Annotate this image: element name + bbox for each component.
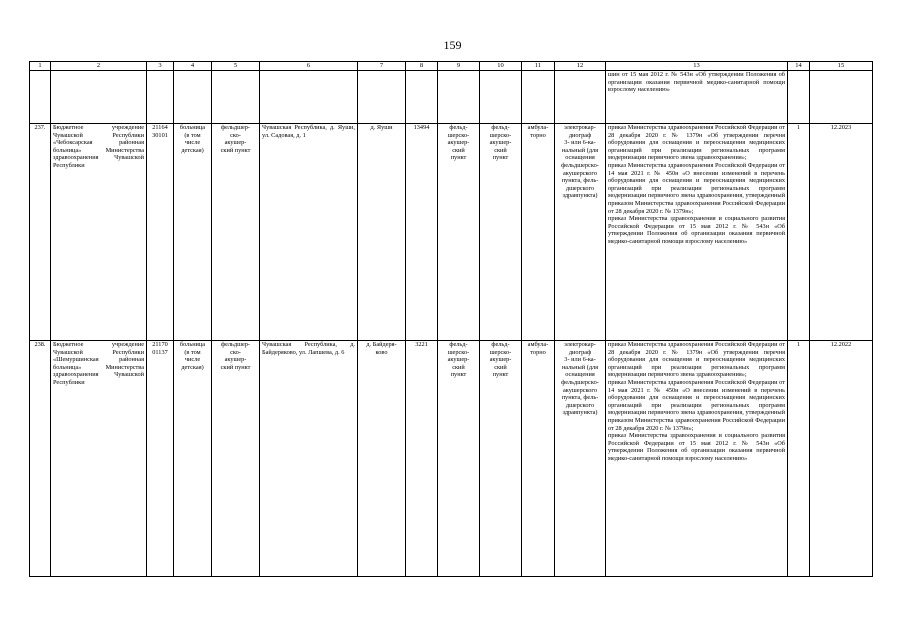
col-header-10: 10: [480, 62, 522, 71]
organization-type: больница (в том числе детская): [174, 124, 212, 341]
care-conditions: амбула- торно: [522, 341, 555, 577]
row-number: 237.: [30, 124, 51, 341]
col-header-4: 4: [174, 62, 212, 71]
col-header-2: 2: [51, 62, 147, 71]
col-header-12: 12: [555, 62, 606, 71]
unit-type: фельдшер- ско- акушер- ский пункт: [212, 124, 260, 341]
organization-type: больница (в том числе детская): [174, 341, 212, 577]
delivery-date: 12.2022: [810, 341, 873, 577]
address: Чувашская Республика, д. Байдеряково, ул. Лапшева, д. 6: [260, 341, 358, 577]
col-header-9: 9: [438, 62, 480, 71]
unit-profile: фельд- шерско- акушер- ский пункт: [480, 124, 522, 341]
legal-basis: приказ Министерства здравоохранения Российской Федерации от 28 декабря 2020 г. № 1379н «Об утверждении перечня оборудования для оснащения и переоснащения медицинских организаций при реализации региональных программ модернизации первичного звена здравоохранения»; приказ Министерства здравоохранения Российской Федерации от 14 мая 2021 г. № 450н «О внесении изменений в перечень оборудования для оснащения и переоснащения медицинских организаций при реализации региональных программ модернизации первичного звена здравоохранения, утвержденный приказом Министерства здравоохранения Российской Федерации от 28 декабря 2020 г. № 1379н»; приказ Министерства здравоохранения и социального развития Российской Федерации от 15 мая 2012 г. № 543н «Об утверждении Положения об организации оказания первичной медико-санитарной помощи взрослому населению»: [606, 124, 788, 341]
continuation-row: [30, 71, 873, 124]
page-number: 159: [443, 38, 462, 52]
col-header-5: 5: [212, 62, 260, 71]
col-header-11: 11: [522, 62, 555, 71]
table-row: [30, 341, 873, 577]
quantity: 1: [788, 124, 810, 341]
col-header-6: 6: [260, 62, 358, 71]
settlement: д. Байдеря- ково: [358, 341, 406, 577]
table-row: [30, 124, 873, 341]
col-header-1: 1: [30, 62, 51, 71]
organization-name: Бюджетное учреждение Чувашской Республики «Чебоксарская районная больница» Министерства здравоохранения Чувашской Республики: [51, 124, 147, 341]
column-number-row: [30, 62, 873, 71]
organization-code: 21170 01137: [147, 341, 174, 577]
address: Чувашская Республика, д. Яуши, ул. Садовая, д. 1: [260, 124, 358, 341]
settlement: д. Яуши: [358, 124, 406, 341]
unit-kind: фельд- шерско- акушер- ский пункт: [438, 124, 480, 341]
unit-type: фельдшер- ско- акушер- ский пункт: [212, 341, 260, 577]
equipment: электрокар- диограф 3- или 6-ка- нальный (для оснащения фельдшерско- акушерского пункта, фель- дшерского здравпункта): [555, 341, 606, 577]
row-number: 238.: [30, 341, 51, 577]
population: 3221: [406, 341, 438, 577]
register-table: [29, 61, 873, 577]
delivery-date: 12.2023: [810, 124, 873, 341]
unit-profile: фельд- шерско- акушер- ский пункт: [480, 341, 522, 577]
unit-kind: фельд- шерско- акушер- ский пункт: [438, 341, 480, 577]
col-header-3: 3: [147, 62, 174, 71]
col-header-13: 13: [606, 62, 788, 71]
population: 13494: [406, 124, 438, 341]
equipment: электрокар- диограф 3- или 6-ка- нальный (для оснащения фельдшерско- акушерского пункта, фель- дшерского здравпункта): [555, 124, 606, 341]
col-header-8: 8: [406, 62, 438, 71]
col-header-14: 14: [788, 62, 810, 71]
col-header-7: 7: [358, 62, 406, 71]
continuation-legal-text: шин от 15 мая 2012 г. № 543н «Об утверждении Положения об организации оказания первичной медико-санитарной помощи взрослому населению»: [606, 71, 788, 124]
quantity: 1: [788, 341, 810, 577]
organization-code: 21164 30101: [147, 124, 174, 341]
legal-basis: приказ Министерства здравоохранения Российской Федерации от 28 декабря 2020 г. № 1379н «Об утверждении перечня оборудования для оснащения и переоснащения медицинских организаций при реализации региональных программ модернизации первичного звена здравоохранения»; приказ Министерства здравоохранения Российской Федерации от 14 мая 2021 г. № 450н «О внесении изменений в перечень оборудования для оснащения и переоснащения медицинских организаций при реализации региональных программ модернизации первичного звена здравоохранения, утвержденный приказом Министерства здравоохранения Российской Федерации от 28 декабря 2020 г. № 1379н»; приказ Министерства здравоохранения и социального развития Российской Федерации от 15 мая 2012 г. № 543н «Об утверждении Положения об организации оказания первичной медико-санитарной помощи взрослому населению»: [606, 341, 788, 577]
care-conditions: амбула- торно: [522, 124, 555, 341]
organization-name: Бюджетное учреждение Чувашской Республики «Шемуршинская районная больница» Министерства здравоохранения Чувашской Республики: [51, 341, 147, 577]
col-header-15: 15: [810, 62, 873, 71]
